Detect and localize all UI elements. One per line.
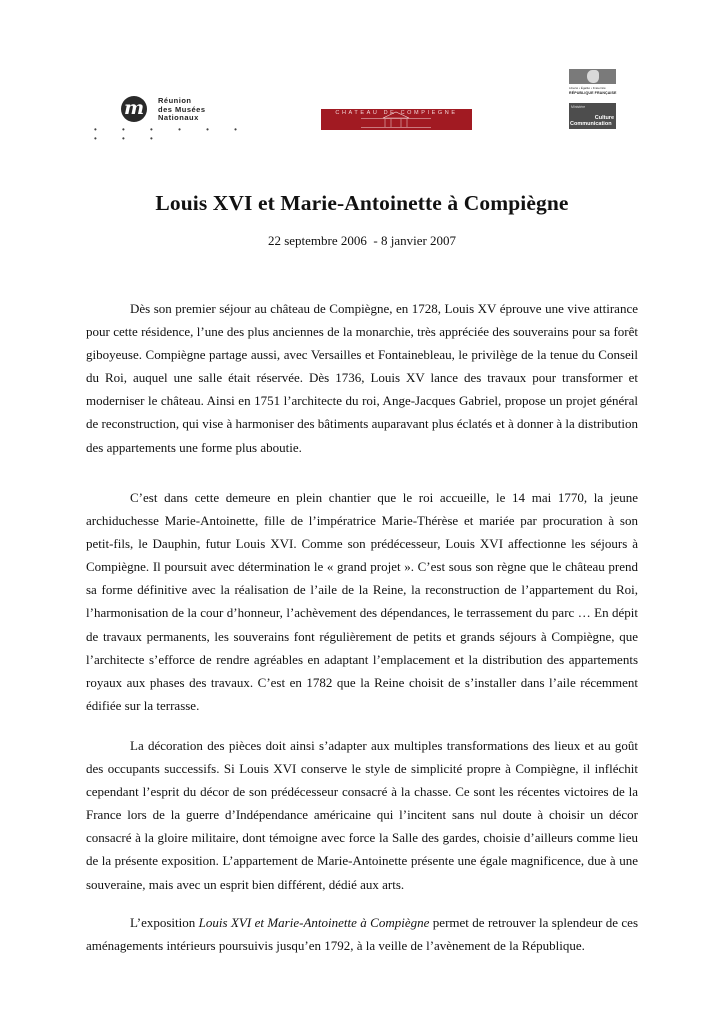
paragraph-4-rest: permet de retrouver la splendeur de ces aménagements intérieurs poursuivis jusqu’en 1792, à la veille de l’avènement de la République. bbox=[86, 915, 639, 954]
paragraph-2: C’est dans cette demeure en plein chantier que le roi accueille, le 14 mai 1770, la jeune archiduchesse Marie-Antoinette, fille de l’impératrice Marie-Thérèse et mariée par procuration à son petit-fils, le Dauphin, futur Louis XVI. Comme son prédécesseur, Louis XVI affectionne les séjours à Compiègne. Il poursuit avec détermination le « grand projet ». C’est sous son règne que le château prend sa forme définitive avec la réalisation de l’aile de la Reine, la reconstruction de l’appartement du Roi, l’harmonisation de la cour d’honneur, l’achèvement des dépendances, le terrassement du parc … En dépit de travaux permanents, les souverains font régulièrement de petits et grands séjours à Compiègne, que l’architecte s’efforce de rendre agréables en adaptant l’emplacement et la distribution des appartements royaux aux phases des travaux. C’est en 1782 que la Reine choisit de s’installer dans l’aile récemment édifiée sur la terrasse. bbox=[86, 490, 638, 713]
document-title: Louis XVI et Marie-Antoinette à Compiègne bbox=[155, 191, 569, 215]
chateau-logo-text: CHATEAU DE COMPIEGNE bbox=[335, 110, 458, 116]
paragraph-3: La décoration des pièces doit ainsi s’adapter aux multiples transformations des lieux et au goût des occupants successifs. Si Louis XVI conserve le style de simplicité propre à Compiègne, il infléchit cependant l’esprit du décor de son prédécesseur consacré à la chasse. Ce sont les récentes victoires de la France lors de la guerre d’Indépendance américaine qui l’incitent sans nul doute à choisir un décor consacré à la gloire militaire, dont témoigne avec force la Salle des gardes, choisie d’ailleurs comme lieu de la présente exposition. L’appartement de Marie-Antoinette présente une égale magnificence, due à une souveraine, mais avec un esprit bien différent, dédié aux arts. bbox=[86, 738, 638, 892]
paragraph-1: Dès son premier séjour au château de Compiègne, en 1728, Louis XV éprouve une vive attirance pour cette résidence, l’une des plus anciennes de la monarchie, très appréciée des souverains pour sa forêt giboyeuse. Compiègne partage aussi, avec Versailles et Fontainebleau, le privilège de la tenue du Conseil du Roi, auquel une salle était réservée. Dès 1736, Louis XV lance des travaux pour transformer et moderniser le château. Ainsi en 1751 l’architecte du roi, Ange-Jacques Gabriel, propose un projet général de reconstruction, qui vise à harmoniser des bâtiments auparavant plus éclatés et à donner à la distribution des appartements une forme plus aboutie. bbox=[86, 301, 638, 455]
ministere-communication: Communication bbox=[570, 121, 612, 127]
paragraph-4 bbox=[86, 911, 638, 957]
ministere-label: Ministère bbox=[571, 105, 586, 109]
republique-motto: Liberté • Égalité • Fraternité bbox=[569, 86, 606, 90]
marianne-icon bbox=[569, 69, 616, 84]
rmn-logo-dots: • • • • • • • • • bbox=[94, 125, 249, 143]
chateau-de-compiegne-logo bbox=[321, 109, 472, 130]
rmn-line-3: Nationaux bbox=[158, 113, 199, 123]
republique-francaise-logo bbox=[569, 69, 616, 97]
rmn-line-1: Réunion bbox=[158, 96, 192, 105]
republique-name: RÉPUBLIQUE FRANÇAISE bbox=[569, 91, 617, 95]
rmn-logo bbox=[92, 92, 252, 143]
exhibition-title-italic: Louis XVI et Marie-Antoinette à Compiègne bbox=[198, 915, 430, 930]
paragraph-4-lead: L’exposition bbox=[130, 915, 199, 930]
rmn-line-2: des Musées bbox=[158, 104, 206, 114]
rmn-logo-text bbox=[158, 97, 206, 123]
rmn-logo-mark: m bbox=[121, 96, 147, 122]
ministere-culture: Culture bbox=[594, 115, 614, 121]
exhibition-dates: 22 septembre 2006 - 8 janvier 2007 bbox=[267, 233, 457, 248]
ministere-culture-logo bbox=[569, 103, 616, 129]
